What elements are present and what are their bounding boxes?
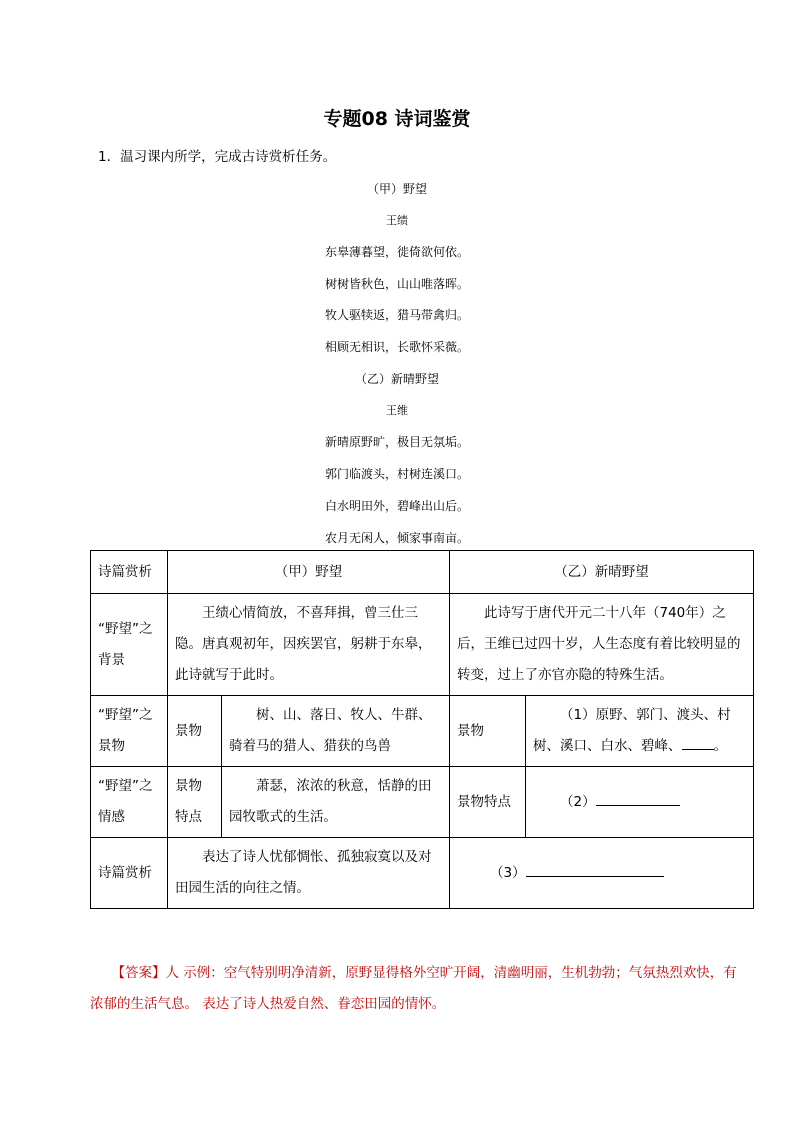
answer-tag: 【答案】 — [111, 965, 166, 981]
header-cell: （乙）新晴野望 — [450, 551, 754, 594]
poem2-line: 农月无闲人，倾家事南亩。 — [324, 531, 469, 545]
blank-label-2: （2） — [560, 793, 596, 810]
answer-section — [90, 958, 740, 1020]
sub-label: 景物特点 — [168, 767, 222, 838]
row-label: 诗篇赏析 — [91, 838, 168, 909]
table-row-appreciation — [91, 838, 754, 909]
fill-blank-2[interactable] — [596, 791, 680, 806]
table-cell: 表达了诗人忧郁惆怅、孤独寂寞以及对田园生活的向往之情。 — [168, 838, 450, 909]
table-row-emotion — [91, 767, 754, 838]
sub-label: 景物 — [450, 696, 526, 767]
row-label: “野望”之情感 — [91, 767, 168, 838]
page-title: 专题08 诗词鉴赏 — [323, 108, 471, 130]
sub-label: 景物特点 — [450, 767, 526, 838]
table-header-row — [91, 551, 754, 594]
row-label: “野望”之景物 — [91, 696, 168, 767]
poem2-author: 王维 — [386, 404, 408, 417]
poem2-line: 白水明田外，碧峰出山后。 — [324, 499, 469, 513]
table-cell: 王绩心情简放，不喜拜揖，曾三仕三隐。唐真观初年，因疾罢官，躬耕于东皋，此诗就写于此时。 — [168, 594, 450, 696]
header-cell: 诗篇赏析 — [91, 551, 168, 594]
sub-label: 景物 — [168, 696, 222, 767]
poem2-line: 新晴原野旷，极目无氛垢。 — [324, 435, 469, 449]
blank-label-3: （3） — [490, 864, 526, 881]
row-label: “野望”之背景 — [91, 594, 168, 696]
poem1-title: （甲）野望 — [366, 182, 427, 196]
answer-text: 人 示例：空气特别明净清新，原野显得格外空旷开阔，清幽明丽，生机勃勃；气氛热烈欢快，有浓郁的生活气息。 表达了诗人热爱自然、眷恋田园的情怀。 — [90, 965, 737, 1012]
poem1-line: 树树皆秋色，山山唯落晖。 — [324, 277, 469, 291]
table-cell — [526, 767, 754, 838]
table-cell: 树、山、落日、牧人、牛群、骑着马的猎人、猎获的鸟兽 — [222, 696, 450, 767]
fill-blank-1[interactable] — [682, 735, 714, 750]
table-cell — [526, 696, 754, 767]
poem2-title: （乙）新晴野望 — [354, 372, 439, 386]
poem1-line: 牧人驱犊返，猎马带禽归。 — [324, 308, 469, 322]
poem1-line: 相顾无相识，长歌怀采薇。 — [324, 340, 469, 354]
poem1-line: 东皋薄暮望，徙倚欲何依。 — [324, 245, 469, 259]
scenery-list-end: 。 — [713, 738, 727, 754]
question-prompt: 1．温习课内所学，完成古诗赏析任务。 — [98, 149, 337, 165]
poem2-line: 郭门临渡头，村树连溪口。 — [324, 467, 469, 481]
table-cell — [450, 838, 754, 909]
table-cell: 萧瑟，浓浓的秋意，恬静的田园牧歌式的生活。 — [222, 767, 450, 838]
fill-blank-3[interactable] — [526, 862, 664, 877]
table-cell: 此诗写于唐代开元二十八年（740年）之后，王维已过四十岁，人生态度有着比较明显的转变，过上了亦官亦隐的特殊生活。 — [450, 594, 754, 696]
header-cell: （甲）野望 — [168, 551, 450, 594]
table-row-background — [91, 594, 754, 696]
analysis-table — [90, 550, 754, 909]
poem1-author: 王绩 — [386, 214, 408, 227]
table-row-scenery — [91, 696, 754, 767]
scenery-list: （1）原野、郭门、渡头、村树、溪口、白水、碧峰、 — [533, 707, 731, 754]
